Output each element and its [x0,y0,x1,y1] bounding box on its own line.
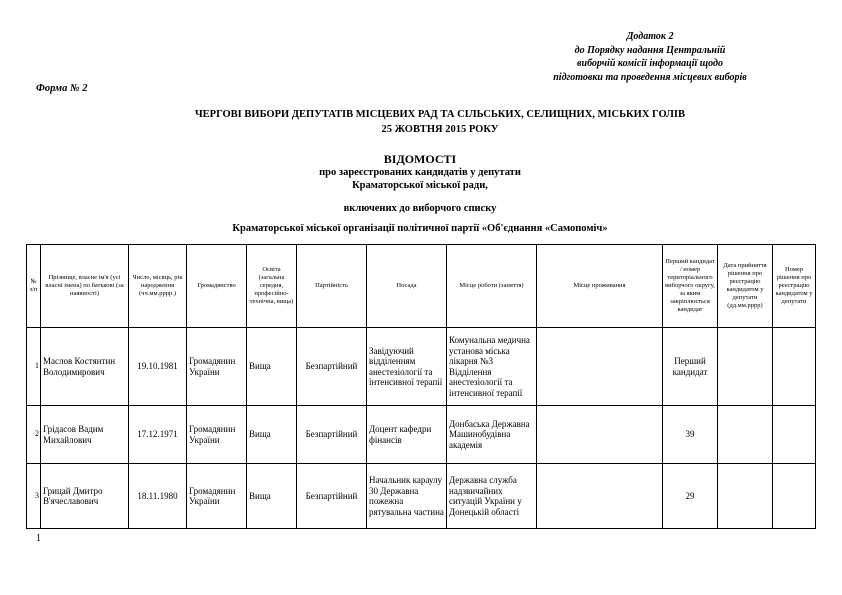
header-party-membership: Партійність [297,245,367,328]
document-title: ВІДОМОСТІ [383,152,457,166]
header-residence: Місце проживання [537,245,663,328]
row-number: 1 [27,328,41,406]
row-number: 3 [27,464,41,529]
list-note: включених до виборчого списку [343,203,497,214]
page-number: 1 [36,533,41,544]
candidate-party: Безпартійний [297,328,367,406]
candidate-position: Доцент кафедри фінансів [367,406,447,464]
candidate-party: Безпартійний [297,464,367,529]
candidates-table [26,244,816,529]
candidate-district: 29 [663,464,718,529]
table-row [27,328,816,406]
decision-date [718,464,773,529]
header-workplace: Місце роботи (заняття) [447,245,537,328]
appendix-line: Додаток 2 [626,31,674,42]
table-header-row [27,245,816,328]
election-title-line: ЧЕРГОВІ ВИБОРИ ДЕПУТАТІВ МІСЦЕВИХ РАД ТА СІЛЬСЬКИХ, СЕЛИЩНИХ, МІСЬКИХ ГОЛІВ [194,109,686,120]
appendix-line: підготовки та проведення місцевих виборів [553,71,747,83]
party-name: Краматорської міської організації політичної партії «Об'єднання «Самопоміч» [232,223,608,234]
candidate-birth-date: 17.12.1971 [129,406,187,464]
candidate-birth-date: 19.10.1981 [129,328,187,406]
candidate-workplace: Державна служба надзвичайних ситуацій України у Донецькій області [447,464,537,529]
candidate-name: Маслов Костянтин Володимирович [41,328,129,406]
candidate-party: Безпартійний [297,406,367,464]
table-row [27,406,816,464]
candidate-workplace: Комунальна медична установа міська лікарня №3 Відділення анестезіології та інтенсивної терапії [447,328,537,406]
header-candidate-district: Перший кандидат / номер територіального виборчого округу, за яким закріплюється кандидат [663,245,718,328]
candidate-education: Вища [247,464,297,529]
header-decision-number: Номер рішення про реєстрацію кандидатом у депутати [773,245,816,328]
candidate-citizenship: Громадянин України [187,406,247,464]
decision-number [773,464,816,529]
candidate-position: Завідуючий відділенням анестезіології та інтенсивної терапії [367,328,447,406]
candidate-position: Начальник караулу 30 Державна пожежна рятувальна частина [367,464,447,529]
document-heading [220,152,620,216]
candidate-education: Вища [247,406,297,464]
header-full-name: Прізвище, власне ім'я (усі власні імена) по батькові (за наявності) [41,245,129,328]
candidate-residence [537,406,663,464]
header-birth-date: Число, місяць, рік народження (чч.мм.рррр.) [129,245,187,328]
row-number: 2 [27,406,41,464]
header-number: № з/п [27,245,41,328]
header-decision-date: Дата прийняття рішення про реєстрацію кандидатом у депутати (дд.мм.рррр) [718,245,773,328]
candidate-residence [537,328,663,406]
table-row [27,464,816,529]
candidate-name: Грицай Дмитро В'ячеславович [41,464,129,529]
election-title [120,107,760,137]
header-citizenship: Громадянство [187,245,247,328]
candidate-district: Перший кандидат [663,328,718,406]
form-number: Форма № 2 [36,83,88,94]
candidate-citizenship: Громадянин України [187,464,247,529]
header-position: Посада [367,245,447,328]
decision-number [773,328,816,406]
candidate-citizenship: Громадянин України [187,328,247,406]
candidate-education: Вища [247,328,297,406]
decision-number [773,406,816,464]
candidate-district: 39 [663,406,718,464]
header-education: Освіта (загальна середня, професійно-технічна, вища) [247,245,297,328]
candidate-workplace: Донбаська Державна Машинобудівна академія [447,406,537,464]
decision-date [718,328,773,406]
document-subtitle: про зареєстрованих кандидатів у депутати [319,167,521,178]
candidate-name: Грідасов Вадим Михайлович [41,406,129,464]
candidate-birth-date: 18.11.1980 [129,464,187,529]
appendix-note [500,30,800,84]
appendix-line: до Порядку надання Центральній [574,44,726,56]
council-name: Краматорської міської ради, [352,180,488,191]
candidate-residence [537,464,663,529]
election-date: 25 ЖОВТНЯ 2015 РОКУ [381,124,499,135]
appendix-line: виборчій комісії інформації щодо [577,58,723,69]
decision-date [718,406,773,464]
